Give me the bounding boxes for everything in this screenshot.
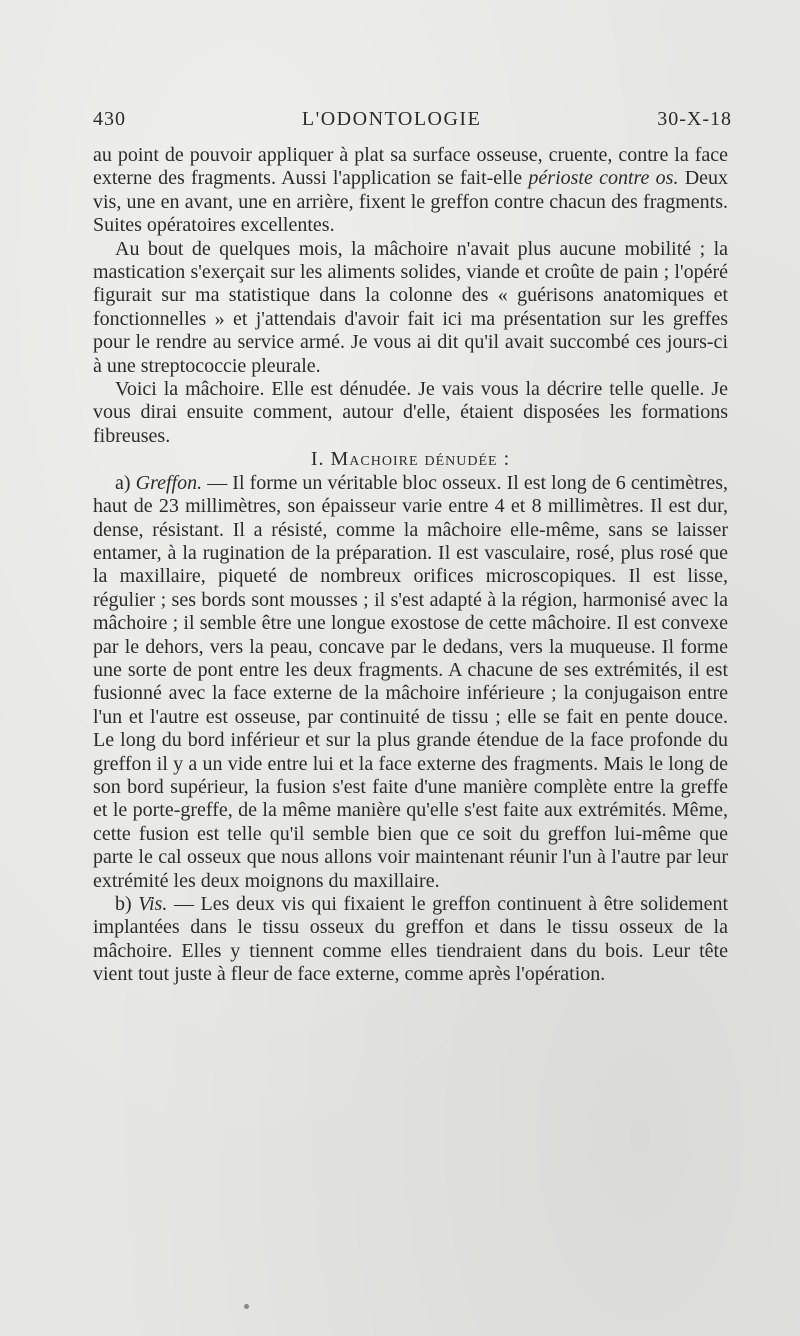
- subsection-a-title: Greffon.: [135, 471, 203, 494]
- journal-title: L'ODONTOLOGIE: [301, 108, 482, 130]
- italic-phrase: périoste contre os.: [528, 167, 679, 190]
- paper-speck: [244, 1304, 249, 1309]
- page-number: 430: [93, 108, 126, 130]
- subsection-b: b) Vis. — Les deux vis qui fixaient le greffon continuent à être solidement implantées dans le tissu osseux du greffon et dans le tissu osseux de la mâchoire. Elles y tiennent comme elles tiendraient dans du bois. Leur tête vient tout juste à fleur de face externe, comme après l'opération.: [93, 893, 729, 986]
- paragraph-3: Voici la mâchoire. Elle est dénudée. Je vais vous la décrire telle quelle. Je vous dirai ensuite comment, autour d'elle, étaient disposées les formations fibreuses.: [93, 378, 728, 447]
- body-text: [93, 144, 728, 987]
- subsection-b-label: b): [115, 893, 132, 915]
- subsection-b-title: Vis.: [138, 893, 168, 915]
- running-header: [93, 108, 732, 131]
- paragraph-1: au point de pouvoir appliquer à plat sa surface osseuse, cruente, contre la face externe des fragments. Aussi l'application se fait-elle périoste contre os. Deux vis, une en avant, une en arrière, fixent le greffon contre chacun des fragments. Suites opératoires excellentes.: [93, 144, 729, 237]
- subsection-a-label: a): [115, 471, 131, 494]
- subsection-a: a) Greffon. — Il forme un véritable bloc osseux. Il est long de 6 centimètres, haut de 23 millimètres, son épaisseur varie entre 4 et 8 millimètres. Il est dur, dense, résistant. Il a résisté, comme la mâchoire elle-même, sans se laisser entamer, à la rugination de la préparation. Il est vasculaire, rosé, plus rosé que la maxillaire, piqueté de nombreux orifices microscopiques. Il est lisse, régulier ; ses bords sont mousses ; il s'est adapté à la région, harmonisé avec la mâchoire ; il semble être une longue exostose de cette mâchoire. Il est convexe par le dehors, vers la peau, concave par le dedans, vers la muqueuse. Il forme une sorte de pont entre les deux fragments. A chacune de ses extrémités, il est fusionné avec la face externe de la mâchoire inférieure ; la conjugaison entre l'un et l'autre est osseuse, par continuité de tissu ; elle se fait en pente douce. Le long du bord inférieur et sur la plus grande étendue de la face profonde du greffon il y a un vide entre lui et la face externe des fragments. Mais le long de son bord supérieur, la fusion s'est faite d'une manière complète entre la greffe et le porte-greffe, de la même manière qu'elle s'est faite aux extrémités. Même, cette fusion est telle qu'il semble bien que ce soit du greffon lui-même que parte le cal osseux que nous allons voir maintenant réunir l'un à l'autre par leur extrémité les deux moignons du maxillaire.: [93, 471, 729, 892]
- section-heading: I. Machoire dénudée :: [310, 448, 511, 471]
- paragraph-2: Au bout de quelques mois, la mâchoire n'avait plus aucune mobilité ; la mastication s'exerçait sur les aliments solides, viande et croûte de pain ; l'opéré figurait sur ma statistique dans la colonne des « guérisons anatomiques et fonctionnelles » et j'attendais d'avoir fait ici ma présentation sur les greffes pour le rendre au service armé. Je vous ai dit qu'il avait succombé ces jours-ci à une streptococcie pleurale.: [93, 237, 728, 377]
- issue-date: 30-X-18: [657, 108, 732, 130]
